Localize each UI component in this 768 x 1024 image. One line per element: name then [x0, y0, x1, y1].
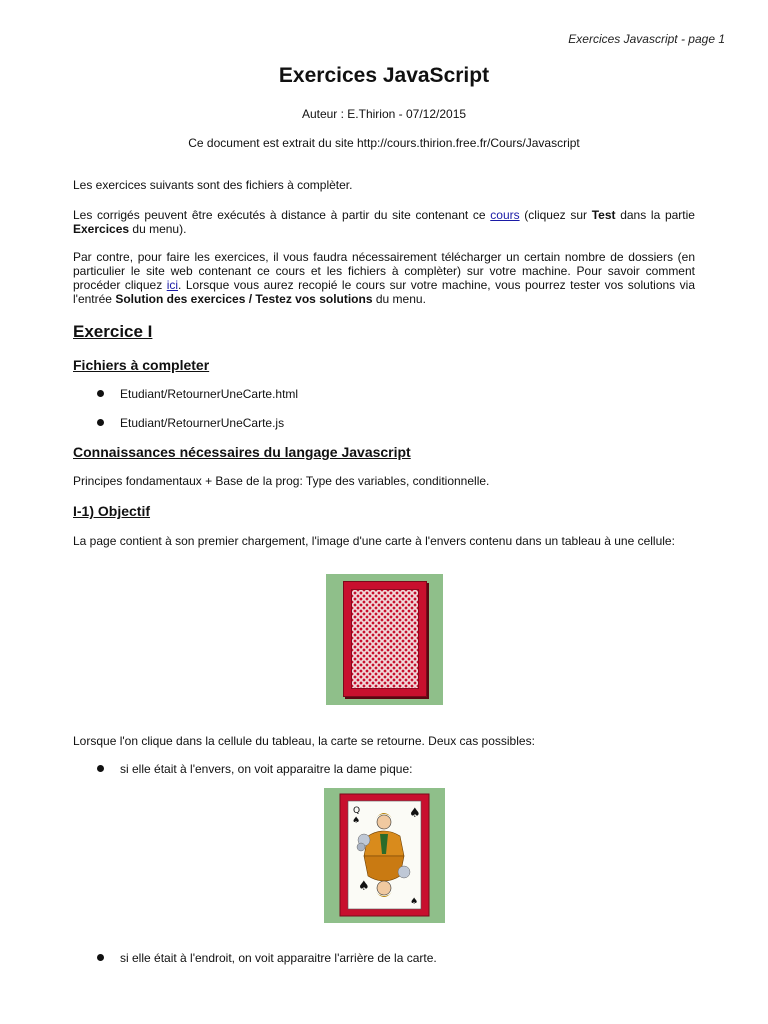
- file-list-item-html: [97, 387, 298, 401]
- intro-p3-text-b: . Lorsque vous aurez recopié le cours sur votre machine, vous pourrez tester vos solutions via l'entrée: [73, 278, 695, 306]
- intro-p2-text-b: (cliquez sur: [519, 208, 592, 222]
- card-back-image: [343, 581, 427, 697]
- author-line: Auteur : E.Thirion - 07/12/2015: [301, 107, 467, 121]
- file-name: Etudiant/RetournerUneCarte.html: [120, 387, 299, 401]
- case-text: si elle était à l'envers, on voit apparaitre la dame pique:: [120, 762, 413, 776]
- intro-paragraph-3: [73, 250, 695, 306]
- knowledge-text: Principes fondamentaux + Base de la prog: Type des variables, conditionnelle.: [73, 474, 490, 488]
- bullet-icon: [97, 954, 104, 961]
- source-line: Ce document est extrait du site http://cours.thirion.free.fr/Cours/Javascript: [188, 136, 580, 150]
- intro-p3-text-c: du menu.: [372, 292, 426, 306]
- objectif-text: La page contient à son premier chargement, l'image d'une carte à l'envers contenu dans un tableau à une cellule:: [73, 534, 675, 548]
- file-list-item-js: [97, 416, 284, 430]
- card-cell-queen[interactable]: [324, 788, 445, 923]
- intro-paragraph-2: [73, 208, 695, 236]
- case-list-item-1: [97, 762, 412, 776]
- queen-of-spades-image: [324, 788, 445, 923]
- case-list-item-2: [97, 951, 437, 965]
- card-rank-top: Q: [353, 806, 361, 816]
- file-name: Etudiant/RetournerUneCarte.js: [120, 416, 285, 430]
- exercise-heading: Exercice I: [73, 322, 153, 341]
- card-back-pattern: [351, 589, 419, 689]
- spade-icon-bottom-corner: ♠: [410, 897, 419, 907]
- intro-p2-text-a: Les corrigés peuvent être exécutés à distance à partir du site contenant ce: [73, 208, 491, 222]
- objectif-heading: I-1) Objectif: [73, 503, 151, 519]
- files-heading: Fichiers à completer: [73, 357, 210, 373]
- document-title: Exercices JavaScript: [278, 64, 490, 87]
- click-text: Lorsque l'on clique dans la cellule du tableau, la carte se retourne. Deux cas possibles:: [73, 734, 535, 748]
- bullet-icon: [97, 419, 104, 426]
- knowledge-heading: Connaissances nécessaires du langage Javascript: [73, 444, 411, 460]
- card-cell-back[interactable]: [326, 574, 443, 705]
- ici-link[interactable]: ici: [166, 278, 179, 292]
- intro-p2-bold-test: Test: [591, 208, 616, 222]
- cours-link[interactable]: cours: [490, 208, 520, 222]
- intro-paragraph-1: Les exercices suivants sont des fichiers à complèter.: [73, 178, 353, 192]
- page-header-label: Exercices Javascript - page 1: [568, 32, 725, 46]
- spade-icon-top: ♠: [352, 816, 361, 826]
- bullet-icon: [97, 390, 104, 397]
- intro-p2-text-c: dans la partie: [615, 208, 695, 222]
- spade-icon-bottom: ♠: [358, 879, 370, 894]
- intro-p2-bold-exercices: Exercices: [73, 222, 130, 236]
- intro-p2-text-d: du menu).: [129, 222, 187, 236]
- intro-p3-bold-solution: Solution des exercices / Testez vos solutions: [115, 292, 373, 306]
- bullet-icon: [97, 765, 104, 772]
- intro-p3-text-a: Par contre, pour faire les exercices, il vous faudra nécessairement télécharger un certain nombre de dossiers (en particulier le site web contenant ce cours et les fichiers à complèter) sur votre machine. Pour savoir comment procéder cliquez: [73, 250, 695, 292]
- spade-icon-corner: ♠: [409, 806, 421, 821]
- case-text: si elle était à l'endroit, on voit apparaitre l'arrière de la carte.: [120, 951, 437, 965]
